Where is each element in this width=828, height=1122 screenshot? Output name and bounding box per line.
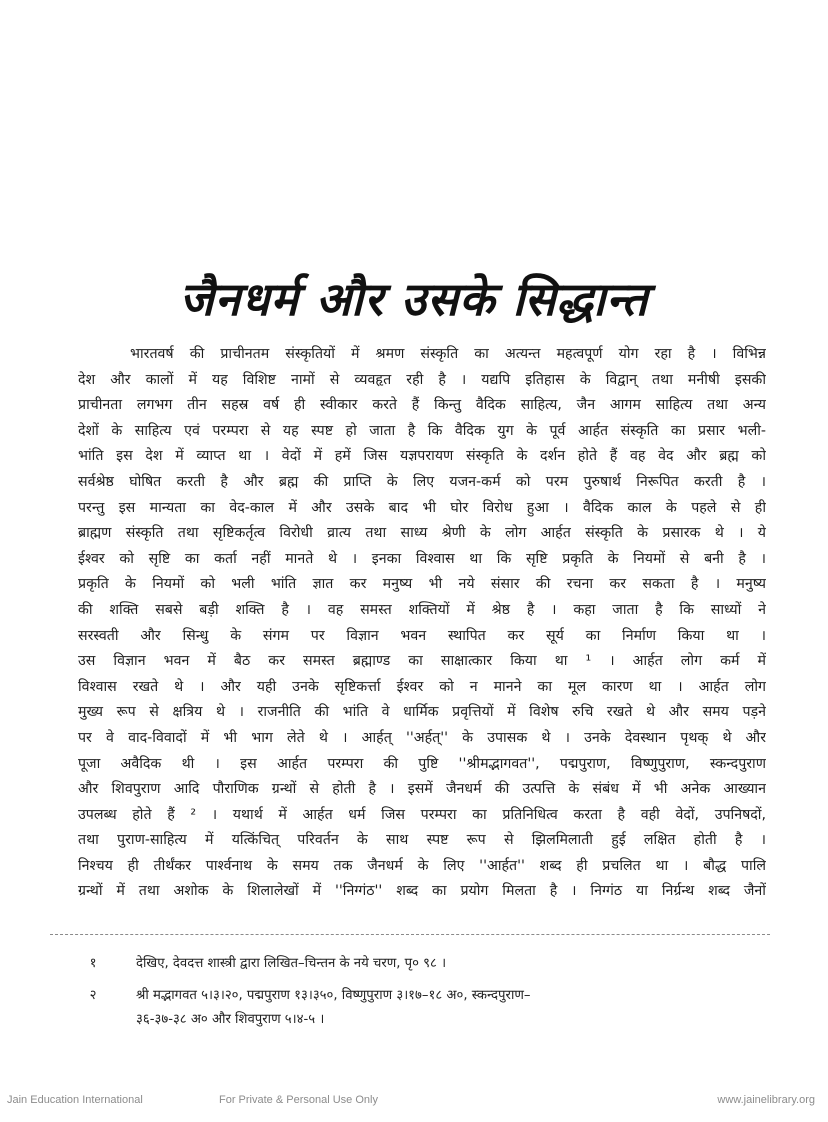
body-line: प्रकृति के नियमों को भली भांति ज्ञात कर मनुष्य भी नये संसार की रचना कर सकता है । मनुष्य (78, 576, 766, 593)
body-line: ईश्वर को सृष्टि का कर्ता नहीं मानते थे । इनका विश्वास था कि सृष्टि प्रकृति के नियमों से बनी है । (78, 550, 766, 567)
footnote-number: २ (89, 988, 97, 1003)
footnote-text: श्री मद्भागवत ५।३।२०, पद्मपुराण १३।३५०, विष्णुपुराण ३।१७–१८ अ०, स्कन्दपुराण– (136, 988, 531, 1003)
body-line: की शक्ति सबसे बड़ी शक्ति है । वह समस्त शक्तियों में श्रेष्ठ है । कहा जाता है कि साध्यों ने (78, 601, 766, 618)
footnote-text: देखिए, देवदत्त शास्त्री द्वारा लिखित–चिन्तन के नये चरण, पृ० ९८ । (136, 956, 447, 971)
body-line: सरस्वती और सिन्धु के संगम पर विज्ञान भवन स्थापित कर सूर्य का निर्माण किया था । (78, 627, 766, 644)
body-line: भारतवर्ष की प्राचीनतम संस्कृतियों में श्रमण संस्कृति का अत्यन्त महत्वपूर्ण योग रहा है । विभिन्न (130, 346, 766, 362)
body-line: देश और कालों में यह विशिष्ट नामों से व्यवहृत रही है । यद्यपि इतिहास के विद्वान् तथा मनीषी इसकी (78, 371, 766, 388)
body-line: परन्तु इस मान्यता का वेद-काल में और उसके बाद भी घोर विरोध हुआ । वैदिक काल के पहले से ही (78, 499, 766, 516)
body-line: विश्वास रखते थे । और यही उनके सृष्टिकर्त्ता ईश्वर को न मानने का मूल कारण था । आर्हत लोग (78, 678, 766, 695)
body-line: सर्वश्रेष्ठ घोषित करती है और ब्रह्म की प्राप्ति के लिए यजन-कर्म को परम पुरुषार्थ निरूपित करती है । (78, 473, 766, 490)
body-line: निश्चय ही तीर्थंकर पार्श्वनाथ के समय तक जैनधर्म के लिए ''आर्हत'' शब्द ही प्रचलित था । बौद्ध पालि (78, 857, 766, 874)
footer-publisher: Jain Education International (7, 1094, 143, 1106)
footnote-divider (50, 934, 770, 935)
body-line: ब्राह्मण संस्कृति तथा सृष्टिकर्तृत्व विरोधी व्रात्य तथा साध्य श्रेणी के लोग आर्हत संस्कृति के प्रसारक थे । ये (78, 525, 766, 542)
footnote-1 (78, 952, 768, 976)
body-paragraph (78, 342, 766, 905)
footer-website-link[interactable]: www.jainelibrary.org (717, 1094, 815, 1106)
body-line: भांति इस देश में व्याप्त था । वेदों में हमें जिस यज्ञपरायण संस्कृति के दर्शन होते हैं वह वेद और ब्रह्म को (78, 448, 766, 465)
footer-usage-note: For Private & Personal Use Only (219, 1094, 378, 1106)
footnote-text: ३६-३७-३८ अ० और शिवपुराण ५।४-५ । (136, 1012, 325, 1027)
body-line: प्राचीनता लगभग तीन सहस्र वर्ष ही स्वीकार करते हैं किन्तु वैदिक साहित्य, जैन आगम साहित्य तथा अन्य (78, 397, 766, 414)
page-footer (0, 1090, 828, 1114)
body-line: पर वे वाद-विवादों में भी भाग लेते थे । आर्हत् ''अर्हत्'' के उपासक थे । उनके देवस्थान पृथक् थे और (78, 729, 766, 746)
body-line: उपलब्ध होते हैं ² । यथार्थ में आर्हत धर्म जिस परम्परा का प्रतिनिधित्व करता है वही वेदों, उपनिषदों, (78, 806, 766, 823)
body-line: मुख्य रूप से क्षत्रिय थे । राजनीति की भांति वे धार्मिक प्रवृत्तियों में विशेष रुचि रखते थे और समय पड़ने (78, 704, 766, 721)
body-line: उस विज्ञान भवन में बैठ कर समस्त ब्रह्माण्ड का साक्षात्कार किया था ¹ । आर्हत लोग कर्म में (78, 653, 766, 670)
body-line: पूजा अवैदिक थी । इस आर्हत परम्परा की पुष्टि ''श्रीमद्भागवत'', पद्मपुराण, विष्णुपुराण, स्कन्दपुराण (78, 755, 766, 772)
body-line: देशों के साहित्य एवं परम्परा से यह स्पष्ट हो जाता है कि वैदिक युग के पूर्व आर्हत संस्कृति का प्रसार भली- (78, 422, 766, 439)
page-title: जैनधर्म और उसके सिद्धान्त (179, 271, 649, 326)
body-line: और शिवपुराण आदि पौराणिक ग्रन्थों से होती है । इसमें जैनधर्म की उत्पत्ति के संबंध में भी अनेक आख्यान (78, 781, 766, 798)
body-line: ग्रन्थों में तथा अशोक के शिलालेखों में ''निग्गंठ'' शब्द का प्रयोग मिलता है । निग्गंठ या निर्ग्रन्थ शब्द जैनों (78, 883, 766, 900)
footnote-2 (78, 984, 768, 1032)
body-line: तथा पुराण-साहित्य में यत्किंचित् परिवर्तन के साथ स्पष्ट रूप से झिलमिलाती हुई लक्षित होती है । (78, 832, 766, 849)
footnotes (78, 952, 768, 1040)
footnote-number: १ (89, 956, 97, 971)
